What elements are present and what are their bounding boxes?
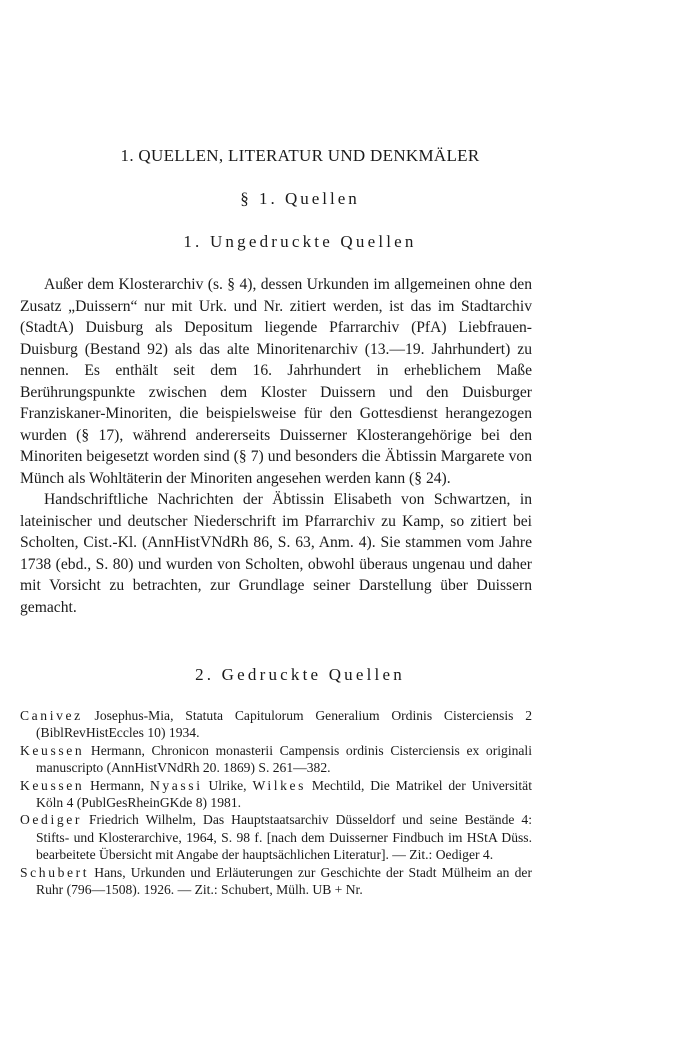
source-entry (20, 811, 532, 863)
paragraph: Außer dem Klosterarchiv (s. § 4), dessen Urkunden im allgemeinen ohne den Zusatz „Duissern“ nur mit Urk. und Nr. zitiert werden, ist das im Stadtarchiv (StadtA) Duisburg als Depositum liegende Pfarrarchiv (PfA) Liebfrauen-Duisburg (Bestand 92) als das alte Minoritenarchiv (13.—19. Jahrhundert) zu nennen. Es enthält seit dem 16. Jahrhundert in erheblichem Maße Berührungspunkte zwischen dem Kloster Duissern und den Duisburger Franziskaner-Minoriten, die beispielsweise für den Gottesdienst herangezogen wurden (§ 17), während andererseits Duisserner Klosterangehörige bei den Minoriten beigesetzt worden sind (§ 7) und besonders die Äbtissin Margarete von Münch als Wohltäterin der Minoriten angesehen werden kann (§ 24). (20, 276, 532, 487)
paragraph: Handschriftliche Nachrichten der Äbtissin Elisabeth von Schwartzen, in lateinischer und deutscher Niederschrift im Pfarrarchiv zu Kamp, so zitiert bei Scholten, Cist.-Kl. (AnnHistVNdRh 86, S. 63, Anm. 4). Sie stammen vom Jahre 1738 (ebd., S. 80) und wurden von Scholten, obwohl überaus ungenau und daher mit Vorsicht zu betrachten, zur Grundlage seiner Darstellung über Duissern gemacht. (20, 491, 532, 616)
author-name: Canivez (20, 708, 83, 723)
source-title: Chronicon monasterii Campensis ordinis Cisterciensis ex originali manuscripto (AnnHistVNdRh 20. 1869) S. 261—382. (36, 742, 532, 776)
source-entry (20, 777, 532, 812)
source-title: Die Matrikel der Universität Köln 4 (PublGesRheinGKde 8) 1981. (36, 777, 532, 811)
section-heading: § 1. Quellen (240, 189, 360, 208)
author-given-name: Hermann, (84, 777, 150, 793)
source-list (20, 707, 532, 898)
chapter-heading: 1. QUELLEN, LITERATUR UND DENKMÄLER (120, 146, 480, 165)
source-entry (20, 707, 532, 742)
body-text (20, 274, 532, 618)
source-title: Das Hauptstaatsarchiv Düsseldorf und seine Bestände 4: Stifts- und Klosterarchive, 1964, S. 98 f. [nach dem Duisserner Findbuch im HStA Düss. bearbeitete Übersicht mit Angabe der hauptsächlichen Literatur]. — Zit.: Oediger 4. (36, 812, 533, 863)
source-title: Statuta Capitulorum Generalium Ordinis Cisterciensis 2 (BiblRevHistEccles 10) 1934. (36, 708, 532, 741)
author-given-name: Ulrike, (202, 777, 253, 793)
source-entry (20, 742, 532, 777)
source-title: Urkunden und Erläuterungen zur Geschichte der Stadt Mülheim an der Ruhr (796—1508). 1926. — Zit.: Schubert, Mülh. UB + Nr. (36, 864, 532, 898)
author-given-name: Josephus-Mia, (82, 708, 186, 723)
author-name: Schubert (20, 864, 90, 880)
author-given-name: Hermann, (84, 742, 152, 758)
author-given-name: Friedrich Wilhelm, (81, 812, 204, 828)
source-entry (20, 864, 532, 899)
author-name: Wilkes (252, 777, 306, 793)
author-given-name: Hans, (89, 864, 131, 880)
author-given-name: Mechtild, (306, 777, 371, 793)
author-name: Keussen (20, 777, 85, 793)
subsection-heading-printed-sources: 2. Gedruckte Quellen (195, 665, 405, 684)
subsection-heading-unprinted-sources: 1. Ungedruckte Quellen (183, 232, 417, 251)
author-name: Keussen (20, 742, 85, 758)
author-name: Nyassi (149, 777, 203, 793)
author-name: Oediger (20, 812, 82, 828)
